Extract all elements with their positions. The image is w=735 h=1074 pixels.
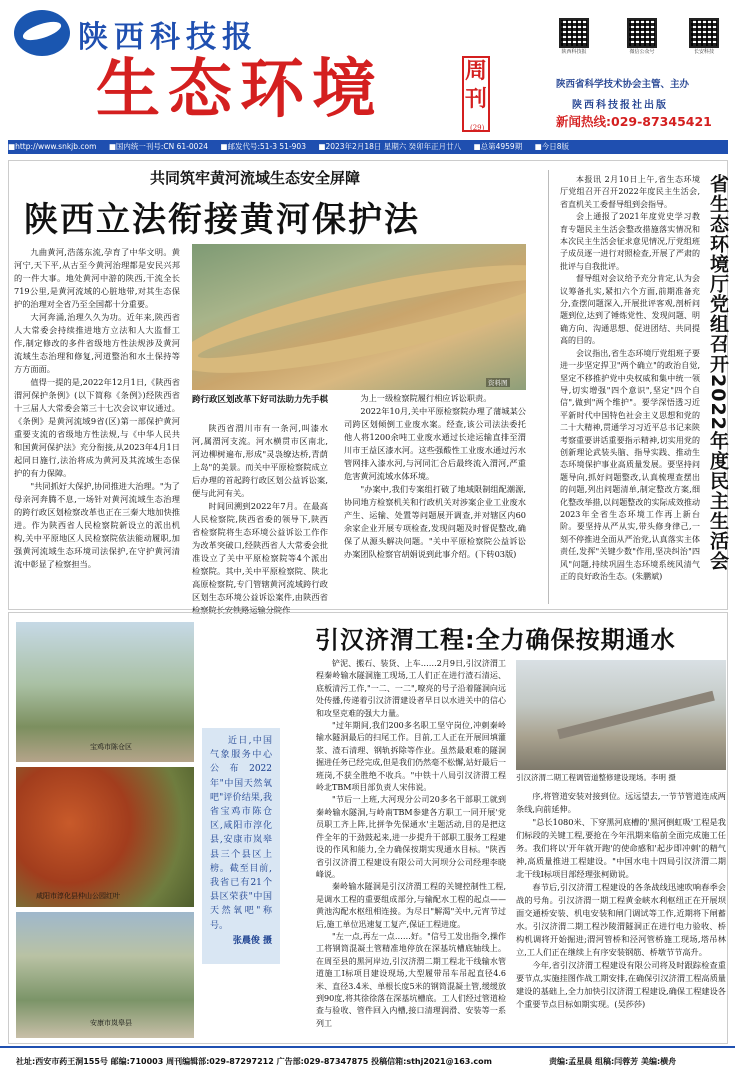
photo-gallery xyxy=(16,622,194,1042)
story1-column-1 xyxy=(14,246,180,602)
paragraph: 大河奔涌,治理久久为功。近年来,陕西省人大常委会持续推进地方立法和人大监督工作,制定修改的多件省级地方性法规涉及黄河流域生态治理和修复,河道整治和水土保持等方方面面。 xyxy=(14,312,180,374)
paragraph: "节后一上班,大河现分公司20多名干部职工就到秦岭输水隧洞,与岭南TBM参建各方职工一同开展'党员职工齐上阵,比拼争先保通水'主题活动,目的是把这件全年的干劲鼓起来,进一步提升干部职工服务工程建设的作风和能力,全力确保按期实现通水目标。"陕西省引汉济渭工程建设有限公司大河坝分公司经理李晓峰说。 xyxy=(316,795,506,879)
paragraph: "共同抓好大保护,协同推进大治理。"为了母亲河奔腾不息,一场针对黄河流域生态治理的跨行政区划检察改革也正在三秦大地加快推进。作为陕西省人民检察院新设立的派出机构,关中平原地区人民检察院依法能动履职,加强黄河流域生态环境司法保护,在守护黄河清流中彰显了检察担当。 xyxy=(14,481,180,569)
paragraph: 2022年10月,关中平原检察院办理了蒲城某公司跨区划倾倒工业废水案。经查,该公司法法委托他人将1200余吨工业废水通过长途运输直排至渭川市王益区漆水河。这些强酸性工业废水通过污水管网排入漆水河,与河同汇合后最终流入渭河,严重危害黄河流域水体环境。 xyxy=(344,406,526,481)
paragraph: 本报讯 2月10日上午,省生态环境厅党组召开召开2022年度民主生活会,省直机关工委督导组到会指导。 xyxy=(560,175,700,209)
qr-caption: 陕西科技报 xyxy=(561,49,587,55)
qr-code-1[interactable] xyxy=(552,18,596,55)
paragraph: 铲泥、搬石、装货、上车……2月9日,引汉济渭工程秦岭输水隧洞施工现场,工人们正在进行渣石清运、底板清污工作,"一二、一二",嘹亮的号子沿着隧洞向远处传播,传递着引汉济渭建设者早日以水进关中的信心和攻坚克难的强大力量。 xyxy=(316,659,506,718)
paragraph: 九曲黄河,浩荡东流,孕育了中华文明。黄河宁,天下平,从古至今黄河治理都是安民兴邦的一件大事。地处黄河中游的陕西,干流全长719公里,是黄河流域的心脏地带,对其生态保护的治理对全省乃至全国都十分重要。 xyxy=(14,247,180,309)
page-footer xyxy=(0,1046,735,1074)
masthead xyxy=(0,0,735,140)
issn-info: ■国内统一刊号:CN 61-0024 xyxy=(108,142,208,151)
story1-column-2 xyxy=(192,422,328,632)
paragraph: 会议指出,省生态环境厅党组班子要进一步坚定捍卫"两个确立"的政治自觉,坚定不移推护党中央权威和集中统一领导,切实增强"四个意识",坚定"四个自信",做到"两个维护"。要学深悟透习近平新时代中国特色社会主义思想和党的二十大精神,贯通学习习近平总书记来陕考察重要讲话重要指示精神,切实用党的创新理论武装头脑、指导实践、推动生态环境保护事业高质量发展。要坚持问题导向,抓好问题整改,认真梳理查摆出的问题,列出问题清单,制定整改方案,细化整改举措,以问题整改的实际成效推动2023年全省生态环境工作再上新台阶。要坚持从严从实,带头修身律己,一刻不停推进全面从严治党,认真落实主体责任,发挥"关键少数"作用,坚决纠治"四风"问题,持续巩固生态环境系统风清气正的良好政治生态。(朱鹏斌) xyxy=(560,348,700,581)
issue-number: (29) xyxy=(470,124,485,132)
qr-code-icon xyxy=(627,18,657,48)
sponsor-line: 陕西省科学技术协会主管、主办 xyxy=(556,79,690,90)
publication-info-bar xyxy=(8,140,728,154)
oxygen-bar-news-box xyxy=(202,728,280,964)
paragraph: 为上一级检察院履行相应诉讼职责。 xyxy=(360,393,492,403)
qr-code-icon xyxy=(689,18,719,48)
news-hotline: 新闻热线:029-87345421 xyxy=(556,114,712,129)
story2-headline[interactable]: 引汉济渭工程:全力确保按期通水 xyxy=(315,626,676,654)
qr-code-icon xyxy=(559,18,589,48)
paragraph: "过年期间,我们200多名职工坚守岗位,冲刺秦岭输水隧洞最后的扫尾工作。目前,工人正在开展回填灌浆、渣石清理、钢轨拆除等作业。虽然最艰难的隧洞掘进任务已经完成,但是我们仍然毫不松懈,站好最后一班岗,不获全胜绝不收兵。"中铁十八局引汉济渭工程岭北TBM项目部负责人宋伟说。 xyxy=(316,721,506,793)
story2-column-1 xyxy=(316,658,506,1040)
news-box-text: 近日,中国气象服务中心公布2022年"中国天然氧吧"评价结果,我省宝鸡市陈仓区,咸阳市淳化县,安康市岚皋县三个县区上榜。截至目前,我省已有21个县区荣获"中国天然氧吧"称号。 xyxy=(210,736,272,931)
pipe-shape xyxy=(557,691,715,739)
footer-editors: 责编:孟星晨 组稿:闫蓉芳 美编:横舟 xyxy=(549,1057,677,1066)
paragraph: "总长1080米、下穿黑河底槽的'黑河倒虹吸'工程是我们标段的关键工程,要抢在今年汛期来临前全面完成施工任务。我们将以'开年就开跑'的使命感和'起步即冲刺'的精气神,高质量推进工程建设。"中国水电十四局引汉济渭二期北干线Ⅰ标项目部经理张柯勋说。 xyxy=(516,817,726,879)
qr-code-3[interactable] xyxy=(682,18,726,55)
qr-code-2[interactable] xyxy=(620,18,664,55)
river-shape xyxy=(192,244,526,390)
sidebar-story-headline[interactable]: 省生态环境厅党组召开2022年度民主生活会 xyxy=(707,174,729,571)
footer-contact-info: 社址:西安市药王洞155号 邮编:710003 周刊编辑部:029-87297212 广告部:029-87347875 投稿信箱:sthj2021@163.com xyxy=(16,1057,492,1066)
brand-name: 陕西科技报 xyxy=(78,20,258,55)
story1-column-3 xyxy=(344,392,526,604)
paragraph: 时间回溯到2022年7月。在最高人民检察院,陕西省委的领导下,陕西省检察院将生态环境公益诉讼工作作为改革突破口,经陕西省人大常委会批准设立了关中平原检察院等4个派出检察院。其中,关中平原检察院、陕北高原检察院,专门管辖黄河流域跨行政区划生态环境公益诉讼案件,由陕西省检察院长安铁路运输分院作 xyxy=(192,501,328,615)
yellow-river-photo xyxy=(192,244,526,390)
website-link[interactable]: ■http://www.snkjb.com xyxy=(8,142,97,151)
paragraph: 会上通报了2021年度党史学习教育专题民主生活会整改措施落实情况和本次民主生活会征求意见情况,厅党组班子成员逐一进行对照检查,开展了严肃的批评与自我批评。 xyxy=(560,212,700,271)
photo-caption: 安康市岚皋县 xyxy=(90,1019,132,1027)
story1-headline[interactable]: 陕西立法衔接黄河保护法 xyxy=(24,200,420,240)
paragraph: 值得一提的是,2022年12月1日,《陕西省渭河保护条例》(以下简称《条例》)经陕西省十三届人大常委会第三十七次会议审议通过。《条例》是黄河流域9省(区)第一部保护黄河重要支流的省级地方性法规,与《中华人民共和国黄河保护法》充分衔接,从2023年4月1日起同日施行,法治将成为黄河及其流域生态保护的有力保障。 xyxy=(14,377,180,478)
newspaper-logo-icon xyxy=(14,10,70,56)
qr-caption: 微信公众号 xyxy=(629,49,655,55)
paragraph: "办案中,我们专案组打破了地域限制组配潮源,协同地方检察机关和行政机关对涉案企业工业废水产生、运输、处置等问题展开调查,并对辖区内60余家企业开展专项检查,发现问题及时督促整改,确保了从源头解决问题。"关中平原检察院公益诉讼办案团队检察官胡娟说到此事介绍。(下转03版) xyxy=(344,484,526,559)
story1-subhead: 跨行政区划改革下好司法助力先手棋 xyxy=(192,395,329,405)
sidebar-story-body xyxy=(560,174,700,602)
column-divider xyxy=(548,170,549,604)
story1-kicker: 共同筑牢黄河流域生态安全屏障 xyxy=(150,169,361,187)
publisher-line: 陕西科技报社出版 xyxy=(572,100,668,111)
paragraph: 今年,省引汉济渭工程建设有限公司将及时跟踪检查重要节点,实施挂图作战工期安排,在确保引汉济渭工程高质量建设的基础上,全力加快引汉济渭工程建设,确保工程建设各个重要节点目标如期实现。(吴莎莎) xyxy=(516,960,726,1009)
photo-caption: 引汉济渭二期工程调管道整修建设现场。李明 摄 xyxy=(516,773,676,782)
paragraph: "左一点,再左一点……好。"信号工发出指令,操作工将钢筒混凝土管精准地停放在深基坑槽底轴线上。在周至县的黑河岸边,引汉济渭二期工程北干线输水管道施工Ⅰ标项目建设现场,大型履带吊车吊起直径4.6米、直径3.4米、单根长度5米的钢筒混凝土管,缓缓放到90度,将其徐徐落在深基坑槽底。工人们经过管道检查与验收、管件回入内槽,接口清理润滑、安装等一系列工 xyxy=(316,931,506,1028)
section-title: 生态环境 xyxy=(96,53,384,127)
paragraph: 秦岭输水隧洞是引汉济渭工程的关键控制性工程,是调水工程的重要组成部分,与输配水工程的起点——黄池沟配水枢纽相连接。为尽日"解渴"关中,元宵节过后,施工单位迅速复工复产,保证工程进度。 xyxy=(316,882,506,929)
chunhua-red-leaves-photo xyxy=(16,767,194,907)
page-count: ■今日8版 xyxy=(534,142,569,151)
news-box-author: 张晨俊 摄 xyxy=(232,935,272,946)
langao-county-photo xyxy=(16,912,194,1038)
postal-code-info: ■邮发代号:51-3 51-903 xyxy=(220,142,306,151)
photo-caption: 咸阳市淳化县仲山公园红叶 xyxy=(36,892,120,900)
qr-caption: 长安科技 xyxy=(693,49,714,55)
photo-caption: 宝鸡市陈仓区 xyxy=(90,743,132,751)
pipeline-construction-photo xyxy=(516,660,726,770)
chencang-district-photo xyxy=(16,622,194,762)
weekly-label: 周刊 xyxy=(462,56,490,132)
total-issue-number: ■总第4959期 xyxy=(473,142,523,151)
story2-column-2 xyxy=(516,790,726,1042)
paragraph: 序,将管道安装对接到位。远远望去,一节节管道连成两条线,向前延伸。 xyxy=(516,791,726,814)
paragraph: 督导组对会议给予充分肯定,认为会议筹备扎实,紧扣六个方面,前期准备充分,查摆问题深入,开展批评客观,剖析问题到位,达到了锤炼党性、发现问题、明确方向、沟通思想、促进团结、共同提高的目的。 xyxy=(560,274,700,346)
paragraph: 陕西省渭川市有一条河,叫漆水河,属渭河支流。河水横贯市区南北,河边柳树遍布,形成"灵袅缭达桥,青荫上岛"的美景。而关中平原检察院成立后办理的首起跨行政区划公益诉讼案,便与此河有关。 xyxy=(192,423,328,498)
issue-date: ■2023年2月18日 星期六 癸卯年正月廿八 xyxy=(318,142,462,151)
photo-credit: 资料图 xyxy=(488,379,508,387)
paragraph: 春节后,引汉济渭工程建设的各条战线迅速吹响春季会战的号角。引汉济渭一期工程黄金峡水利枢纽正在开展坝面交通桥安装、机电安装和闸门调试等工作,近期将下闸蓄水。引汉济渭二期工程沙陵渭隧洞正在进行电力验收、桥构机调将开始掘进;渭河管桥和泾河管桥施工现场,塔吊林立,工人们正在继续上有序安装钢筋、桥墩节节高升。 xyxy=(516,882,726,957)
